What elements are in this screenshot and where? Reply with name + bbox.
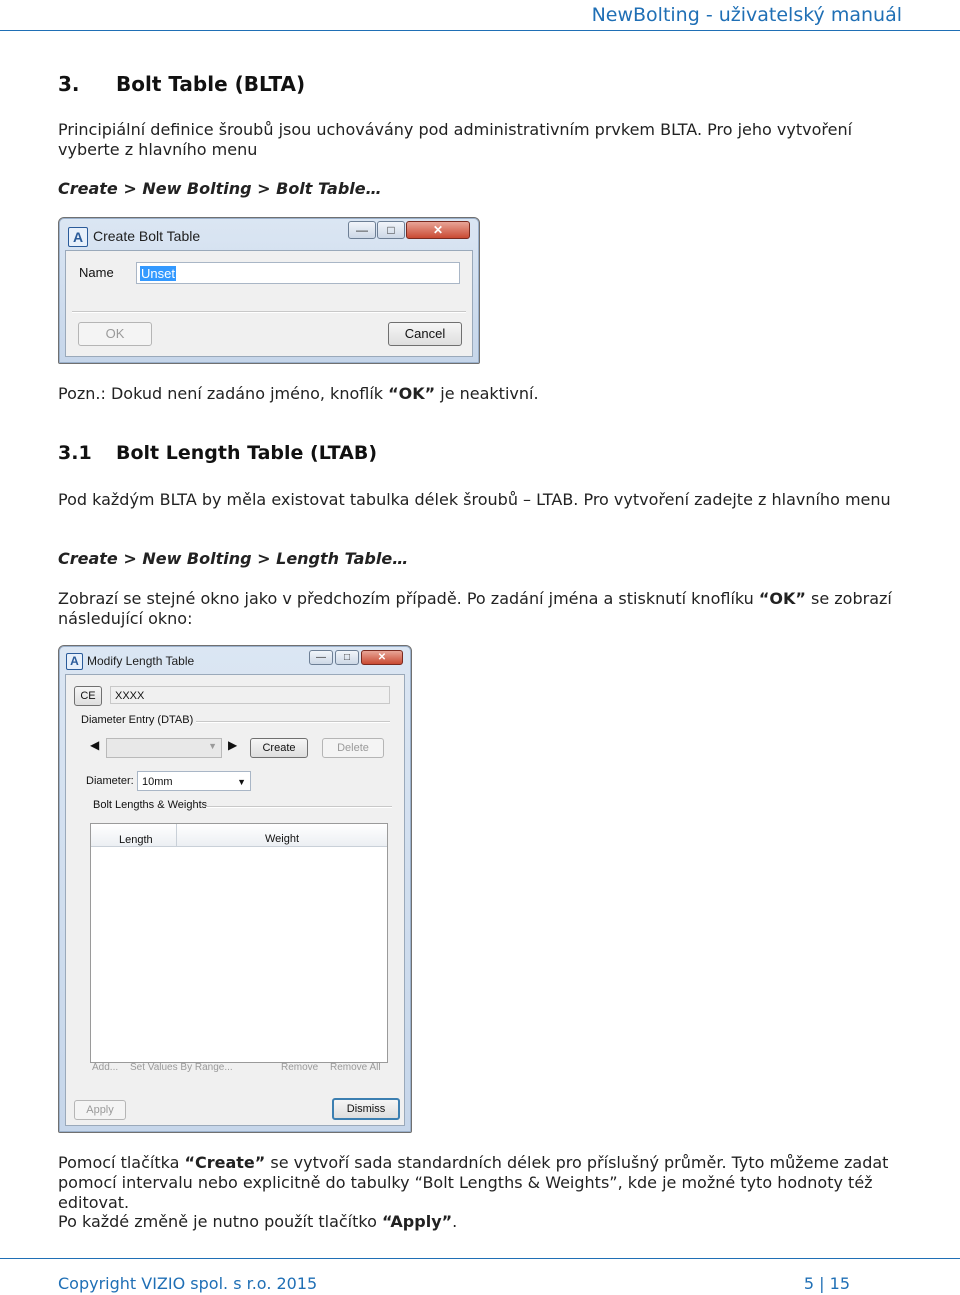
minimize-icon[interactable]: —: [348, 221, 376, 239]
apply-button[interactable]: Apply: [74, 1100, 126, 1120]
subsection-para: [58, 589, 908, 629]
section-heading: [58, 72, 305, 96]
dialog-client-area: [65, 250, 473, 357]
diameter-entry-select[interactable]: [106, 738, 222, 758]
ce-value: XXXX: [110, 686, 390, 704]
modify-length-table-dialog: [58, 645, 412, 1133]
note-text: [58, 384, 908, 404]
section-number: 3.: [58, 72, 80, 96]
subsection-title: Bolt Length Table (LTAB): [116, 442, 378, 464]
diameter-select-value: 10mm: [142, 776, 173, 788]
dialog-title: Modify Length Table: [87, 654, 195, 668]
note-prefix: Pozn.: Dokud není zadáno jméno, knoflík: [58, 384, 389, 403]
maximize-icon[interactable]: □: [335, 650, 359, 665]
next-arrow-icon[interactable]: ▶: [228, 738, 238, 752]
set-values-by-range-button[interactable]: Set Values By Range...: [130, 1062, 233, 1073]
closing-paragraph: [58, 1153, 908, 1213]
name-input-value: Unset: [141, 266, 175, 281]
closing-suffix: se vytvoří sada standardních délek pro příslušný průměr. Tyto můžeme zadat pomocí intervalu nebo explicitně do tabulky “Bolt Lengths & Weights”, kde je možné tyto hodnoty též editovat.: [58, 1153, 889, 1212]
para-suffix: se zobrazí následující okno:: [58, 589, 892, 628]
ce-button[interactable]: CE: [74, 686, 102, 706]
subsection-heading: [58, 442, 377, 464]
close-icon[interactable]: ✕: [406, 221, 470, 239]
section-intro: Principiální definice šroubů jsou uchovávány pod administrativním prvkem BLTA. Pro jeho vytvoření vyberte z hlavního menu: [58, 120, 853, 159]
remove-button[interactable]: Remove: [281, 1062, 319, 1073]
dialog-separator: [72, 311, 466, 313]
apply-note-suffix: .: [452, 1212, 458, 1231]
create-bolt-table-dialog: [58, 217, 480, 364]
minimize-icon[interactable]: —: [309, 650, 333, 665]
add-button[interactable]: Add...: [92, 1062, 119, 1073]
diameter-select[interactable]: [137, 771, 251, 791]
menu-path-length: Create > New Bolting > Length Table…: [58, 549, 409, 568]
chevron-down-icon: ▼: [237, 777, 246, 787]
subsection-intro: Pod každým BLTA by měla existovat tabulka délek šroubů – LTAB. Pro vytvoření zadejte z hlavního menu: [58, 490, 891, 509]
lengths-weights-table[interactable]: [90, 823, 388, 1063]
header-divider: [0, 30, 960, 31]
footer-page-number: 5 | 15: [803, 1274, 850, 1293]
previous-arrow-icon[interactable]: ◀: [90, 738, 100, 752]
group-label: Bolt Lengths & Weights: [93, 799, 208, 811]
footer-copyright: Copyright VIZIO spol. s r.o. 2015: [58, 1274, 318, 1293]
ok-button[interactable]: OK: [78, 322, 152, 346]
note-suffix: je neaktivní.: [435, 384, 539, 403]
app-icon: A: [66, 653, 83, 670]
section-title: Bolt Table (BLTA): [116, 72, 306, 96]
diameter-label: Diameter:: [86, 775, 134, 787]
name-label: Name: [79, 265, 114, 280]
remove-all-button[interactable]: Remove All: [330, 1062, 381, 1073]
apply-note-bold: “Apply”: [381, 1212, 453, 1231]
footer-divider: [0, 1258, 960, 1259]
group-divider: [206, 806, 392, 808]
create-button[interactable]: Create: [250, 738, 308, 758]
closing-prefix: Pomocí tlačítka: [58, 1153, 185, 1172]
chevron-down-icon: ▼: [208, 741, 217, 751]
para-prefix: Zobrazí se stejné okno jako v předchozím případě. Po zadání jména a stisknutí knoflíku: [58, 589, 759, 608]
column-divider: [176, 824, 177, 846]
cancel-button[interactable]: Cancel: [388, 322, 462, 346]
page-header-title: NewBolting - uživatelský manuál: [591, 4, 902, 26]
apply-note-prefix: Po každé změně je nutno použít tlačítko: [58, 1212, 382, 1231]
subsection-number: 3.1: [58, 442, 92, 464]
apply-note: [58, 1212, 908, 1232]
column-header-length[interactable]: Length: [119, 834, 153, 846]
diameter-entry-label: Diameter Entry (DTAB): [81, 714, 194, 726]
app-icon: A: [68, 227, 88, 247]
closing-bold: “Create”: [184, 1153, 266, 1172]
delete-button[interactable]: Delete: [322, 738, 384, 758]
note-bold: “OK”: [388, 384, 436, 403]
maximize-icon[interactable]: □: [377, 221, 405, 239]
name-input[interactable]: [136, 262, 460, 284]
column-header-weight[interactable]: Weight: [265, 833, 300, 845]
close-icon[interactable]: ✕: [361, 650, 403, 665]
dialog-client-area: [65, 674, 405, 1126]
group-divider: [196, 721, 390, 723]
menu-path: Create > New Bolting > Bolt Table…: [58, 179, 382, 198]
para-bold: “OK”: [758, 589, 806, 608]
dismiss-button[interactable]: Dismiss: [332, 1098, 400, 1120]
dialog-title: Create Bolt Table: [93, 228, 201, 244]
